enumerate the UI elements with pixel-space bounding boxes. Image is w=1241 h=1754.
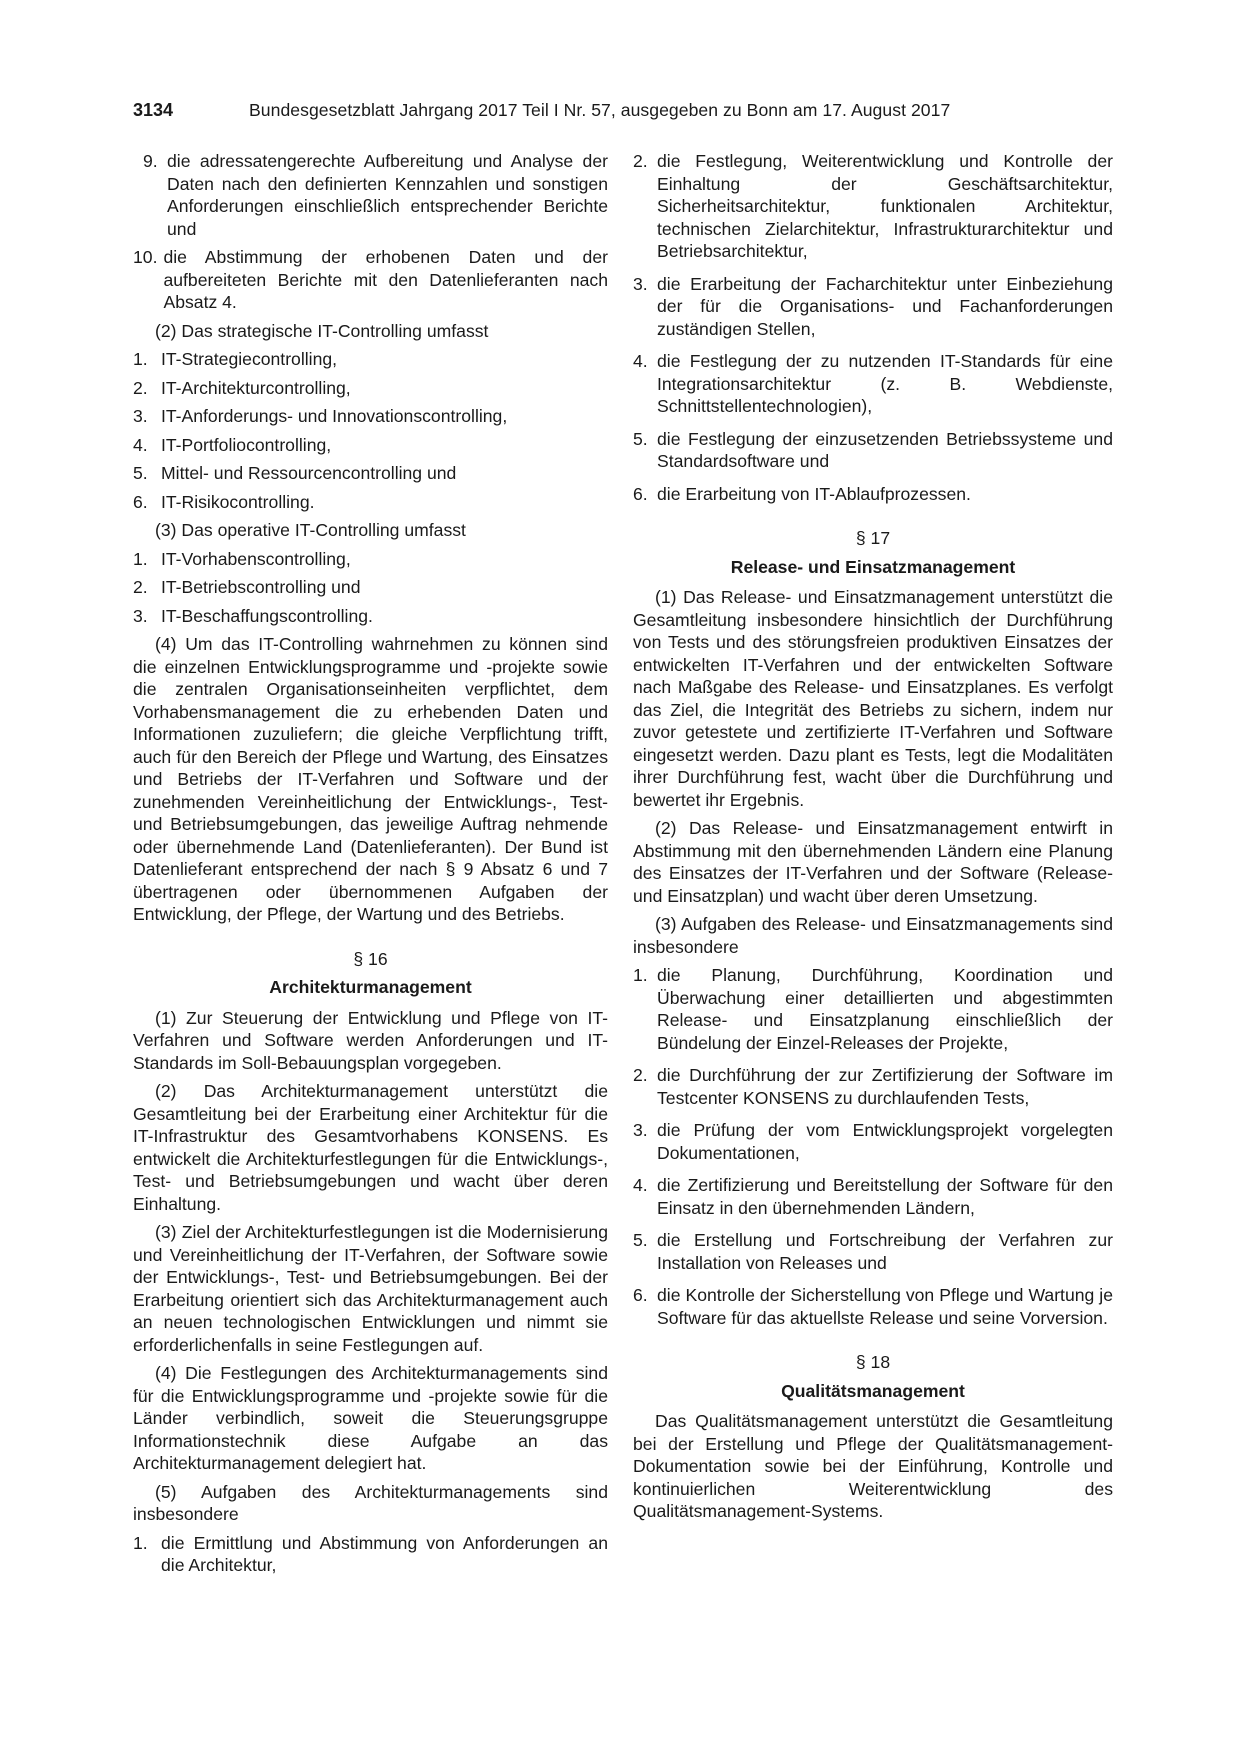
list-item	[133, 150, 608, 240]
paragraph: Das Qualitätsmanagement unterstützt die Gesamtleitung bei der Erstellung und Pflege der Qualitätsmanagement-Dokumentation sowie bei der Einführung, Kontrolle und kontinuierlichen Weiterentwicklung des Qualitätsmanagement-Systems.	[633, 1411, 1113, 1521]
list-text: die Zertifizierung und Bereitstellung der Software für den Einsatz in den übernehmenden Ländern,	[657, 1175, 1113, 1218]
list-item	[633, 273, 1113, 341]
list-item	[633, 1284, 1113, 1329]
list-text: die Prüfung der vom Entwicklungsprojekt vorgelegten Dokumentationen,	[657, 1120, 1113, 1163]
list-text: die Festlegung, Weiterentwicklung und Kontrolle der Einhaltung der Geschäftsarchitektur, Sicherheitsarchitektur, funktionalen Architektur, technischen Zielarchitektur, Infrastrukturarchitektur und Betriebsarchitektur,	[657, 151, 1113, 261]
right-column	[633, 150, 1113, 1529]
list-text: Mittel- und Ressourcencontrolling und	[161, 463, 457, 483]
list-number: 4.	[133, 434, 148, 455]
list-number: 5.	[133, 463, 148, 483]
list-item	[133, 462, 608, 485]
list-text: die Abstimmung der erhobenen Daten und der aufbereiteten Berichte mit den Datenlieferanten nach Absatz 4.	[163, 247, 608, 312]
list-item	[133, 377, 608, 400]
paragraph: (3) Das operative IT-Controlling umfasst	[155, 520, 466, 540]
list-item	[133, 405, 608, 428]
list-item	[133, 434, 608, 457]
list-number: 10.	[133, 247, 158, 267]
list-item	[633, 1229, 1113, 1274]
list-text: die Ermittlung und Abstimmung von Anforderungen an die Architektur,	[161, 1532, 608, 1575]
list-item	[133, 1532, 608, 1577]
list-item	[633, 428, 1113, 473]
list-item	[133, 348, 608, 371]
list-text: die Durchführung der zur Zertifizierung der Software im Testcenter KONSENS zu durchlaufenden Tests,	[657, 1065, 1113, 1108]
page-number: 3134	[133, 100, 174, 120]
list-item	[633, 1064, 1113, 1109]
list-text: die Erstellung und Fortschreibung der Verfahren zur Installation von Releases und	[657, 1230, 1113, 1273]
list-number: 5.	[633, 428, 648, 449]
list-number: 1.	[133, 1532, 148, 1553]
list-item	[633, 964, 1113, 1054]
list-text: IT-Beschaffungscontrolling.	[161, 605, 373, 626]
list-item	[133, 246, 608, 314]
section-title: Qualitätsmanagement	[781, 1380, 965, 1401]
paragraph: (3) Ziel der Architekturfestlegungen ist die Modernisierung und Vereinheitlichung der IT-Verfahren, der Software sowie der Entwicklungs-, Test- und Betriebsumgebungen. Bei der Erarbeitung orientiert sich das Architekturmanagement auch an neuen technologischen Entwicklungen und nimmt sie erforderlichenfalls in seine Festlegungen auf.	[133, 1222, 608, 1355]
list-text: die Erarbeitung der Facharchitektur unter Einbeziehung der für die Organisations- und Fachanforderungen zuständigen Stellen,	[657, 273, 1113, 339]
section-number: § 17	[855, 528, 891, 548]
list-number: 2.	[133, 377, 148, 398]
paragraph: (5) Aufgaben des Architekturmanagements sind insbesondere	[133, 1481, 608, 1524]
list-number: 1.	[633, 965, 648, 985]
left-column	[133, 150, 608, 1583]
list-text: IT-Architekturcontrolling,	[161, 377, 351, 398]
list-item	[633, 350, 1113, 418]
list-number: 3.	[633, 273, 648, 294]
header-title: Bundesgesetzblatt Jahrgang 2017 Teil I Nr. 57, ausgegeben zu Bonn am 17. August 2017	[249, 100, 951, 120]
list-item	[133, 576, 608, 599]
list-number: 6.	[633, 1285, 648, 1305]
list-item	[633, 1119, 1113, 1164]
list-item	[133, 491, 608, 514]
list-number: 3.	[133, 406, 148, 426]
list-text: die Erarbeitung von IT-Ablaufprozessen.	[657, 483, 971, 504]
paragraph: (2) Das Architekturmanagement unterstützt die Gesamtleitung bei der Erarbeitung einer Architektur für die IT-Infrastruktur des Gesamtvorhabens KONSENS. Es entwickelt die Architekturfestlegungen für die Entwicklungs-, Test- und Betriebsumgebungen und wacht über deren Einhaltung.	[133, 1081, 608, 1214]
list-number: 6.	[133, 491, 148, 512]
list-number: 3.	[133, 605, 148, 626]
list-text: die Kontrolle der Sicherstellung von Pflege und Wartung je Software für das aktuellste Release und seine Vorversion.	[657, 1285, 1113, 1328]
list-number: 2.	[633, 151, 648, 171]
paragraph: (4) Die Festlegungen des Architekturmanagements sind für die Entwicklungsprogramme und -projekte sowie für die Länder verbindlich, soweit die Steuerungsgruppe Informationstechnik diese Aufgabe an das Architekturmanagement delegiert hat.	[133, 1363, 608, 1473]
list-number: 4.	[633, 1175, 648, 1195]
list-text: IT-Portfoliocontrolling,	[161, 434, 332, 455]
list-number: 2.	[133, 577, 148, 597]
list-number: 6.	[633, 483, 648, 504]
list-text: die Planung, Durchführung, Koordination und Überwachung einer detaillierten und abgestimmten Release- und Einsatzplanung einschließlich der Bündelung der Einzel-Releases der Projekte,	[657, 965, 1113, 1053]
list-text: IT-Vorhabenscontrolling,	[161, 548, 351, 569]
list-number: 1.	[133, 349, 148, 369]
paragraph: (4) Um das IT-Controlling wahrnehmen zu können sind die einzelnen Entwicklungsprogramme und -projekte sowie die zentralen Organisationseinheiten verpflichtet, dem Vorhabensmanagement die zu erhebenden Daten und Informationen zuzuliefern; die gleiche Verpflichtung trifft, auch für den Bereich der Pflege und Wartung, des Einsatzes und Betriebs der IT-Verfahren und Software und der zunehmenden Vereinheitlichung der Entwicklungs-, Test- und Betriebsumgebungen, das jeweilige Auftrag nehmende oder übernehmende Land (Datenlieferanten). Der Bund ist Datenlieferant entsprechend der nach § 9 Absatz 6 und 7 übertragenen oder übernommenen Aufgaben der Entwicklung, der Pflege, der Wartung und des Betriebs.	[133, 634, 608, 924]
paragraph: (3) Aufgaben des Release- und Einsatzmanagements sind insbesondere	[633, 914, 1113, 957]
list-item	[633, 150, 1113, 263]
paragraph: (2) Das strategische IT-Controlling umfasst	[155, 320, 489, 341]
paragraph: (2) Das Release- und Einsatzmanagement entwirft in Abstimmung mit den übernehmenden Ländern eine Planung des Einsatzes der IT-Verfahren und der Software (Release- und Einsatzplan) und wacht über deren Umsetzung.	[633, 818, 1113, 906]
list-text: die Festlegung der einzusetzenden Betriebssysteme und Standardsoftware und	[657, 428, 1113, 471]
list-number: 5.	[633, 1230, 648, 1250]
list-item	[633, 1174, 1113, 1219]
section-number: § 18	[855, 1352, 891, 1372]
list-number: 9.	[143, 151, 158, 171]
section-title: Release- und Einsatzmanagement	[730, 556, 1016, 577]
list-text: IT-Anforderungs- und Innovationscontrolling,	[161, 406, 508, 426]
list-number: 1.	[133, 548, 148, 569]
paragraph: (1) Das Release- und Einsatzmanagement unterstützt die Gesamtleitung insbesondere hinsichtlich der Durchführung von Tests und des störungsfreien produktiven Einsatzes der entwickelten IT-Verfahren und der entwickelten Software nach Maßgabe des Release- und Einsatzplanes. Es verfolgt das Ziel, die Integrität des Betriebs zu sichern, indem nur zuvor getestete und zertifizierte IT-Verfahren und Software eingesetzt werden. Dazu plant es Tests, legt die Modalitäten ihrer Durchführung fest, wacht über die Durchführung und bewertet ihr Ergebnis.	[633, 587, 1113, 810]
list-text: die adressatengerechte Aufbereitung und Analyse der Daten nach den definierten Kennzahlen und sonstigen Anforderungen einschließlich entsprechender Berichte und	[167, 151, 608, 239]
list-text: IT-Strategiecontrolling,	[161, 349, 338, 369]
list-item	[633, 483, 1113, 506]
section-title: Architekturmanagement	[269, 977, 472, 997]
section-number: § 16	[353, 948, 388, 969]
list-item	[133, 605, 608, 628]
list-number: 2.	[633, 1065, 648, 1085]
list-text: die Festlegung der zu nutzenden IT-Standards für eine Integrationsarchitektur (z. B. Webdienste, Schnittstellentechnologien),	[657, 351, 1113, 416]
paragraph: (1) Zur Steuerung der Entwicklung und Pflege von IT-Verfahren und Software werden Anforderungen und IT-Standards im Soll-Bebauungsplan vorgegeben.	[133, 1007, 608, 1073]
list-text: IT-Betriebscontrolling und	[161, 577, 361, 597]
list-number: 4.	[633, 351, 648, 371]
list-number: 3.	[633, 1120, 648, 1140]
list-item	[133, 548, 608, 571]
list-text: IT-Risikocontrolling.	[161, 491, 315, 512]
page-header	[133, 100, 1113, 124]
